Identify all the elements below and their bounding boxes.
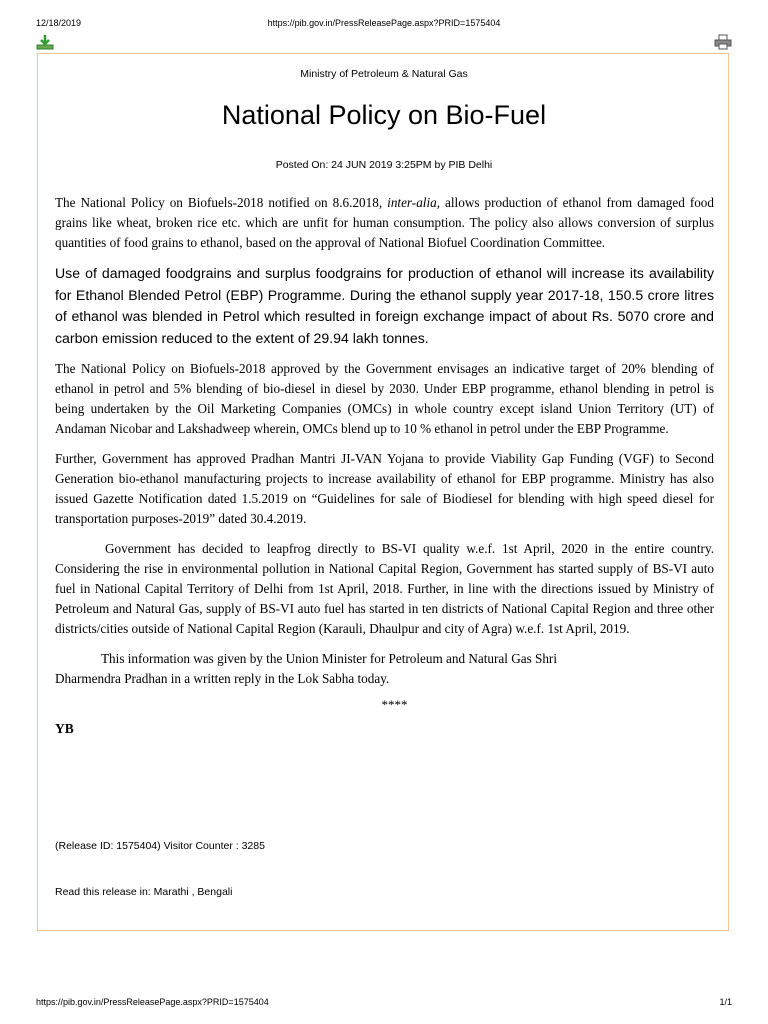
read-release-in <box>55 886 232 898</box>
read-in-label: Read this release in: <box>55 886 154 898</box>
print-footer <box>36 997 732 1011</box>
page-title: National Policy on Bio-Fuel <box>221 100 547 130</box>
paragraph-1-italic: inter-alia, <box>387 195 441 210</box>
printer-icon[interactable] <box>714 34 732 50</box>
language-link-marathi[interactable]: Marathi <box>153 886 189 898</box>
footer-url: https://pib.gov.in/PressReleasePage.aspx?PRID=1575404 <box>36 997 269 1007</box>
paragraph-6 <box>55 649 714 689</box>
paragraph-2: Use of damaged foodgrains and surplus foodgrains for production of ethanol will increase its availability for Ethanol Blended Petrol (EBP) Programme. During the ethanol supply year 2017-18, 150.5 crore litres of ethanol was blended in Petrol which resulted in foreign exchange impact of about Rs. 5070 crore and carbon emission reduced to the extent of 29.94 lakh tonnes. <box>55 265 714 346</box>
download-icon[interactable] <box>36 34 54 50</box>
paragraph-3: The National Policy on Biofuels-2018 approved by the Government envisages an indicative target of 20% blending of ethanol in petrol and 5% blending of bio-diesel in diesel by 2030. Under EBP programme, ethanol blending in petrol is being undertaken by the Oil Marketing Companies (OMCs) in whole country except island Union Territory (UT) of Andaman Nicobar and Lakshadweep wherein, OMCs blend up to 10 % ethanol in petrol under the EBP Programme. <box>55 361 714 436</box>
paragraph-1-part-b: allows production of ethanol from damaged food grains like wheat, broken rice etc. which are unfit for human consumption. The policy also allows conversion of surplus quantities of food grains to ethanol, based on the approval of National Biofuel Coordination Committee. <box>55 195 714 250</box>
ministry-name: Ministry of Petroleum & Natural Gas <box>300 68 468 80</box>
paragraph-6-line-1: This information was given by the Union Minister for Petroleum and Natural Gas Shri <box>101 651 557 666</box>
signature: YB <box>55 721 74 736</box>
paragraph-5: Government has decided to leapfrog directly to BS-VI quality w.e.f. 1st April, 2020 in the entire country. Considering the rise in environmental pollution in National Capital Region, Government has started supply of BS-VI auto fuel in National Capital Territory of Delhi from 1st April, 2018. Further, in line with the directions issued by Ministry of Petroleum and Natural Gas, supply of BS-VI auto fuel has started in ten districts of National Capital Region and three other districts/cities outside of National Capital Region (Karauli, Dhaulpur and city of Agra) w.e.f. 1st April, 2019. <box>55 541 714 636</box>
paragraph-1-part-a: The National Policy on Biofuels-2018 notified on 8.6.2018, <box>55 195 388 210</box>
article-body <box>55 193 714 737</box>
paragraph-6-line-2: Dharmendra Pradhan in a written reply in the Lok Sabha today. <box>55 671 390 686</box>
language-link-bengali[interactable]: Bengali <box>197 886 233 898</box>
page-number: 1/1 <box>719 997 732 1007</box>
print-url: https://pib.gov.in/PressReleasePage.aspx?PRID=1575404 <box>267 18 501 28</box>
language-separator: , <box>188 886 198 898</box>
separator-stars: **** <box>381 697 408 712</box>
print-date: 12/18/2019 <box>36 18 82 28</box>
release-info: (Release ID: 1575404) Visitor Counter : 3285 <box>55 840 265 852</box>
posted-on: Posted On: 24 JUN 2019 3:25PM by PIB Delhi <box>275 159 493 171</box>
print-header <box>36 18 732 32</box>
paragraph-4: Further, Government has approved Pradhan Mantri JI-VAN Yojana to provide Viability Gap Funding (VGF) to Second Generation bio-ethanol manufacturing projects to increase availability of ethanol for EBP programme. Ministry has also issued Gazette Notification dated 1.5.2019 on “Guidelines for sale of Biodiesel for blending with high speed diesel for transportation purposes-2019” dated 30.4.2019. <box>55 451 714 526</box>
paragraph-1 <box>55 193 714 253</box>
